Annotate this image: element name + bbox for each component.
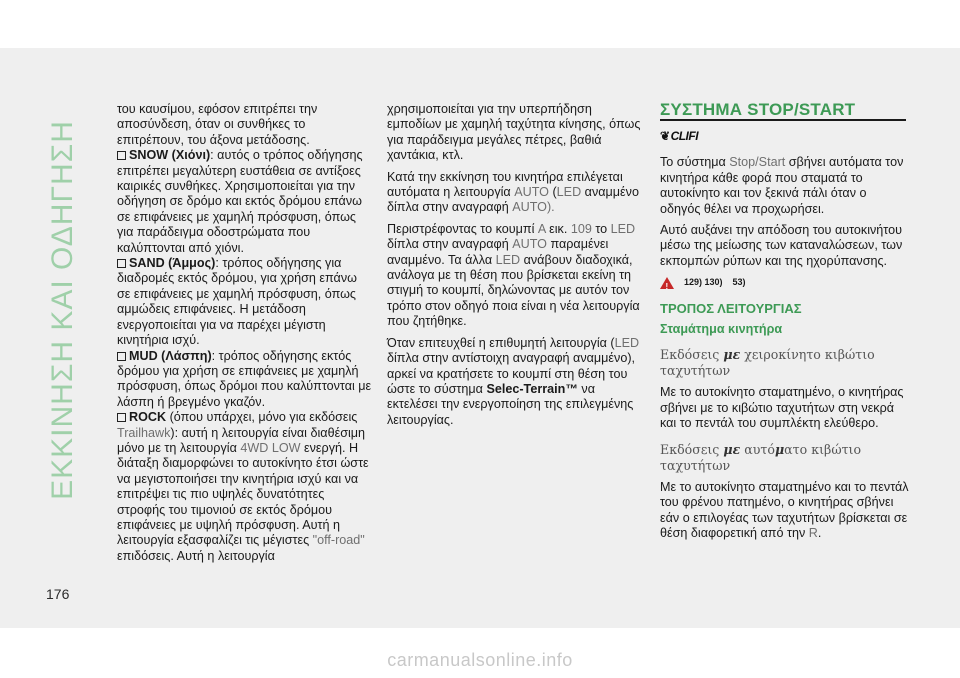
checkbox-icon — [117, 413, 126, 422]
mode-label: SAND (Άμμος) — [129, 256, 216, 271]
led-term: LED — [495, 252, 521, 267]
top-margin — [0, 0, 960, 48]
text: εικ. — [545, 221, 571, 236]
section-rule — [660, 119, 906, 121]
system-term: Stop/Start — [729, 155, 786, 170]
paragraph: Αυτό αυξάνει την απόδοση του αυτοκινήτου μέσω της μείωσης των καταναλώσεων, των εκπομπών ρύπων και της ηχορύπανσης. — [660, 223, 903, 268]
checkbox-icon — [117, 352, 126, 361]
checkbox-icon — [117, 259, 126, 268]
text: : τρόπος οδήγησης εκτός δρόμου για χρήση σε επιφάνειες με χαμηλή πρόσφυση, όπως δρόμοι που καλύπτονται με λάσπη ή βρεγμένο γκαζόν. — [117, 348, 372, 409]
subsection-title: ΤΡΟΠΟΣ ΛΕΙΤΟΥΡΓΙΑΣ — [660, 300, 802, 316]
text: δίπλα στην αναγραφή — [387, 237, 513, 252]
clifi-logo-icon — [660, 129, 698, 147]
figure-ref: 109 — [570, 221, 592, 236]
text: μ — [774, 441, 785, 457]
paragraph — [117, 102, 372, 148]
ref-a: A — [537, 221, 546, 236]
text: ( — [548, 185, 557, 200]
text: να εκτελέσει την ενεργοποίηση της επιλεγμένης λειτουργίας. — [387, 381, 634, 427]
warning-refs — [660, 275, 910, 290]
text: ): αυτή η λειτουργία είναι διαθέσιμη μόνο με τη λειτουργία — [117, 425, 366, 455]
version-name: Trailhawk — [117, 425, 171, 440]
text: Εκδόσεις — [660, 441, 724, 457]
paragraph: Με το αυτοκίνητο σταματημένο, ο κινητήρας σβήνει με το κιβώτιο ταχυτήτων στη νεκρά και το πεντάλ του συμπλέκτη ελεύθερο. — [660, 385, 904, 431]
text: το — [591, 221, 611, 236]
column-1 — [117, 102, 372, 564]
text: Με το αυτοκίνητο σταματημένο και το πεντάλ του φρένου πατημένο, ο κινητήρας σβήνει εάν ο επιλογέας των ταχυτήτων βρίσκεται σε θέση διαφορετική από την — [660, 479, 909, 540]
text: Κατά την εκκίνηση του κινητήρα επιλέγεται αυτόματα η λειτουργία — [387, 169, 623, 200]
mode-label: MUD (Λάσπη) — [129, 348, 212, 363]
text: ανάβουν διαδοχικά, ανάλογα με τη θέση που βρίσκεται εκείνη τη στιγμή το κουμπί, δηλώνοντας με αυτόν τον τρόπο στον οδηγό ποια είναι η νέα λειτουργία που ζητήθηκε. — [387, 252, 640, 329]
text: χειροκίνητο κιβώτιο ταχυτήτων — [660, 347, 875, 379]
paragraph — [387, 222, 642, 330]
text: Το σύστημα — [660, 155, 730, 170]
text: δίπλα στην αντίστοιχη αναγραφή αναμμένο), αρκεί να κρατήσετε το κουμπί στη θέση του ώστε το σύστημα — [387, 351, 636, 396]
paragraph: χρησιμοποιείται για την υπερπήδηση εμποδίων με χαμηλή ταχύτητα κίνησης, όπως για παράδειγμα μεγάλες πέτρες, βαθιά χαντάκια, κτλ. — [387, 102, 641, 163]
paragraph-sand — [117, 256, 372, 348]
text: αυτό — [740, 441, 775, 457]
warning-icon: ! — [660, 277, 674, 289]
text: παραμένει αναμμένο. Τα άλλα — [387, 237, 609, 267]
auto-term: AUTO — [512, 237, 547, 252]
gear-term: R — [808, 525, 818, 540]
paragraph — [660, 155, 910, 217]
auto-term: AUTO — [514, 185, 549, 200]
system-name: Selec-Terrain™ — [486, 381, 578, 396]
subsection-subtitle: Σταμάτημα κινητήρα — [660, 322, 783, 337]
checkbox-icon — [117, 151, 126, 160]
text: με — [723, 441, 741, 457]
text: . — [817, 525, 822, 540]
text: ενεργή. Η διάταξη διαμορφώνει το αυτοκίνητο έτσι ώστε να μεγιστοποιήσει την κινητήρια ισχύ και να επιτρέψει τις πιο υψηλές δυνατότητες στροφής του τιμονιού σε εκτός δρόμου επιφάνειες με υψηλή πρόσφυση. Αυτή η λειτουργία εξασφαλίζει τις μέγιστες — [117, 440, 369, 548]
paragraph-snow — [117, 148, 372, 256]
paragraph — [660, 480, 910, 542]
text: ατο κιβώτιο ταχυτήτων — [660, 441, 862, 473]
warning-numbers: 129) 130) — [684, 277, 723, 288]
mode-label: ROCK — [129, 410, 167, 425]
column-2 — [387, 102, 642, 434]
led-term: LED — [610, 221, 636, 236]
text: σβήνει αυτόματα τον κινητήρα κάθε φορά που σταματά το αυτοκίνητο και τον ξεκινά πάλι όταν ο οδηγός θέλει να προχωρήσει. — [660, 155, 904, 216]
note-number: 53) — [732, 277, 746, 288]
text: αναμμένο δίπλα στην αναγραφή — [387, 185, 639, 215]
section-title: ΣΥΣΤΗΜΑ STOP/START — [660, 100, 856, 119]
version-heading — [660, 442, 910, 474]
paragraph-mud — [117, 349, 372, 411]
chapter-sidebar — [34, 100, 92, 520]
text: Όταν επιτευχθεί η επιθυμητή λειτουργία ( — [387, 335, 615, 350]
text: Περιστρέφοντας το κουμπί — [387, 221, 538, 236]
text: (όπου υπάρχει, μόνο για εκδόσεις — [166, 410, 358, 425]
version-heading — [660, 347, 910, 379]
paragraph — [387, 170, 642, 216]
chapter-label: ΕΚΚΙΝΗΣΗ ΚΑΙ ΟΔΗΓΗΣΗ — [46, 120, 79, 500]
watermark: carmanualsonline.info — [387, 650, 573, 670]
text: με — [723, 347, 741, 363]
led-term: LED — [614, 335, 640, 350]
text: : τρόπος οδήγησης για διαδρομές εκτός δρόμου, για χρήση επάνω σε επιφάνειες με χαμηλή πρόσφυση, όπως αμμώδεις επιφάνειες. Η μετάδοση ενεργοποιείται για να παρέχει μέγιστη κινητήρια ισχύ. — [117, 256, 357, 348]
text: ). — [546, 200, 555, 215]
text: Εκδόσεις — [660, 347, 724, 363]
mode-label: SNOW (Χιόνι) — [129, 148, 211, 163]
page-number: 176 — [46, 586, 70, 602]
leaf-icon: ❦ — [660, 129, 670, 144]
logo-text: CLIFI — [670, 129, 699, 144]
text: : αυτός ο τρόπος οδήγησης επιτρέπει μεγαλύτερη ευστάθεια σε αντίξοες καιρικές συνθήκες. Χρησιμοποιείται για την οδήγηση σε δρόμο και εκτός δρόμου επάνω σε επιφάνειες με χαμηλή πρόσφυση, όπως για παράδειγμα οδοστρώματα που καλύπτονται από χιόνι. — [117, 148, 363, 255]
auto-term: AUTO — [512, 200, 547, 215]
led-term: LED — [556, 185, 582, 200]
paragraph-rock — [117, 410, 372, 564]
text: του καυσίμου, εφόσον επιτρέπει την αποσύνδεση, όταν οι συνθήκες το επιτρέπουν, του άξονα μετάδοσης. — [117, 102, 318, 147]
column-3 — [660, 102, 910, 547]
mode-name: 4WD LOW — [240, 440, 301, 455]
paragraph — [387, 336, 642, 428]
offroad-term: "off-road" — [312, 533, 365, 548]
text: επιδόσεις. Αυτή η λειτουργία — [117, 548, 275, 563]
